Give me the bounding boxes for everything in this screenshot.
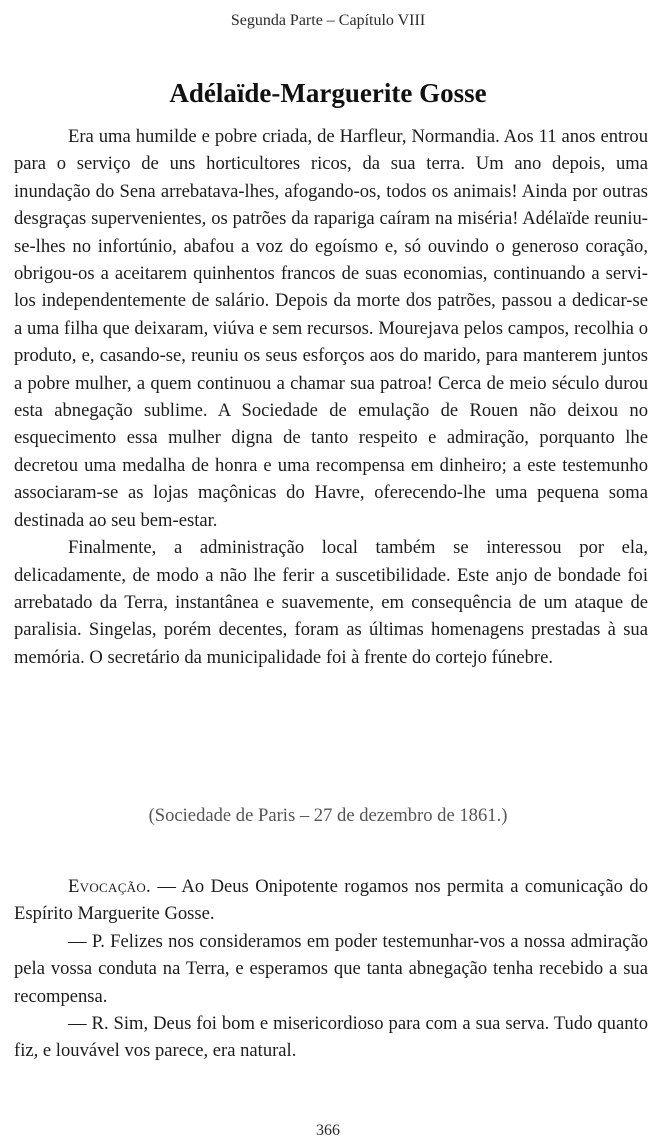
source-citation: (Sociedade de Paris – 27 de dezembro de 1861.) [148,805,508,826]
narrative-text [14,123,648,671]
page-number: 366 [316,1122,340,1139]
dialogue-text [14,873,648,1065]
evocation-paragraph [14,873,648,928]
evocation-label: Evocação. [68,876,151,897]
running-header: Segunda Parte – Capítulo VIII [230,12,426,29]
evocation-text: — Ao Deus Onipotente rogamos nos permita a comunicação do Espírito Marguerite Gosse. [14,876,648,925]
paragraph-1: Era uma humilde e pobre criada, de Harfleur, Normandia. Aos 11 anos entrou para o serviço de uns horticultores ricos, da sua terra. Um ano depois, uma inundação do Sena arrebatava-lhes, afogando-os, todos os animais! Ainda por outras desgraças supervenientes, os patrões da rapariga caíram na miséria! Adélaïde reuniu-se-lhes no infortúnio, abafou a voz do egoísmo e, só ouvindo o generoso coração, obrigou-os a aceitarem quinhentos francos de suas economias, continuando a servi-los independentemente de salário. Depois da morte dos patrões, passou a dedicar-se a uma filha que deixaram, viúva e sem recursos. Mourejava pelos campos, recolhia o produto, e, casando-se, reuniu os seus esforços aos do marido, para manterem juntos a pobre mulher, a quem continuou a chamar sua patroa! Cerca de meio século durou esta abnegação sublime. A Sociedade de emulação de Rouen não deixou no esquecimento essa mulher digna de tanto respeito e admiração, porquanto lhe decretou uma medalha de honra e uma recompensa em dinheiro; a este testemunho associaram-se as lojas maçônicas do Havre, oferecendo-lhe uma pequena soma destinada ao seu bem-estar. [14,126,648,531]
question-paragraph: — P. Felizes nos consideramos em poder testemunhar-vos a nossa admiração pela vossa conduta na Terra, e esperamos que tanta abnegação tenha recebido a sua recompensa. [14,930,648,1007]
chapter-title: Adélaïde-Marguerite Gosse [169,78,487,108]
answer-paragraph: — R. Sim, Deus foi bom e misericordioso para com a sua serva. Tudo quanto fiz, e louvável vos parece, era natural. [14,1013,648,1062]
paragraph-2: Finalmente, a administração local também se interessou por ela, delicadamente, de modo a não lhe ferir a suscetibilidade. Este anjo de bondade foi arrebatado da Terra, instantânea e suavemente, em consequência de um ataque de paralisia. Singelas, porém decentes, foram as últimas homenagens prestadas à sua memória. O secretário da municipalidade foi à frente do cortejo fúnebre. [14,537,648,668]
